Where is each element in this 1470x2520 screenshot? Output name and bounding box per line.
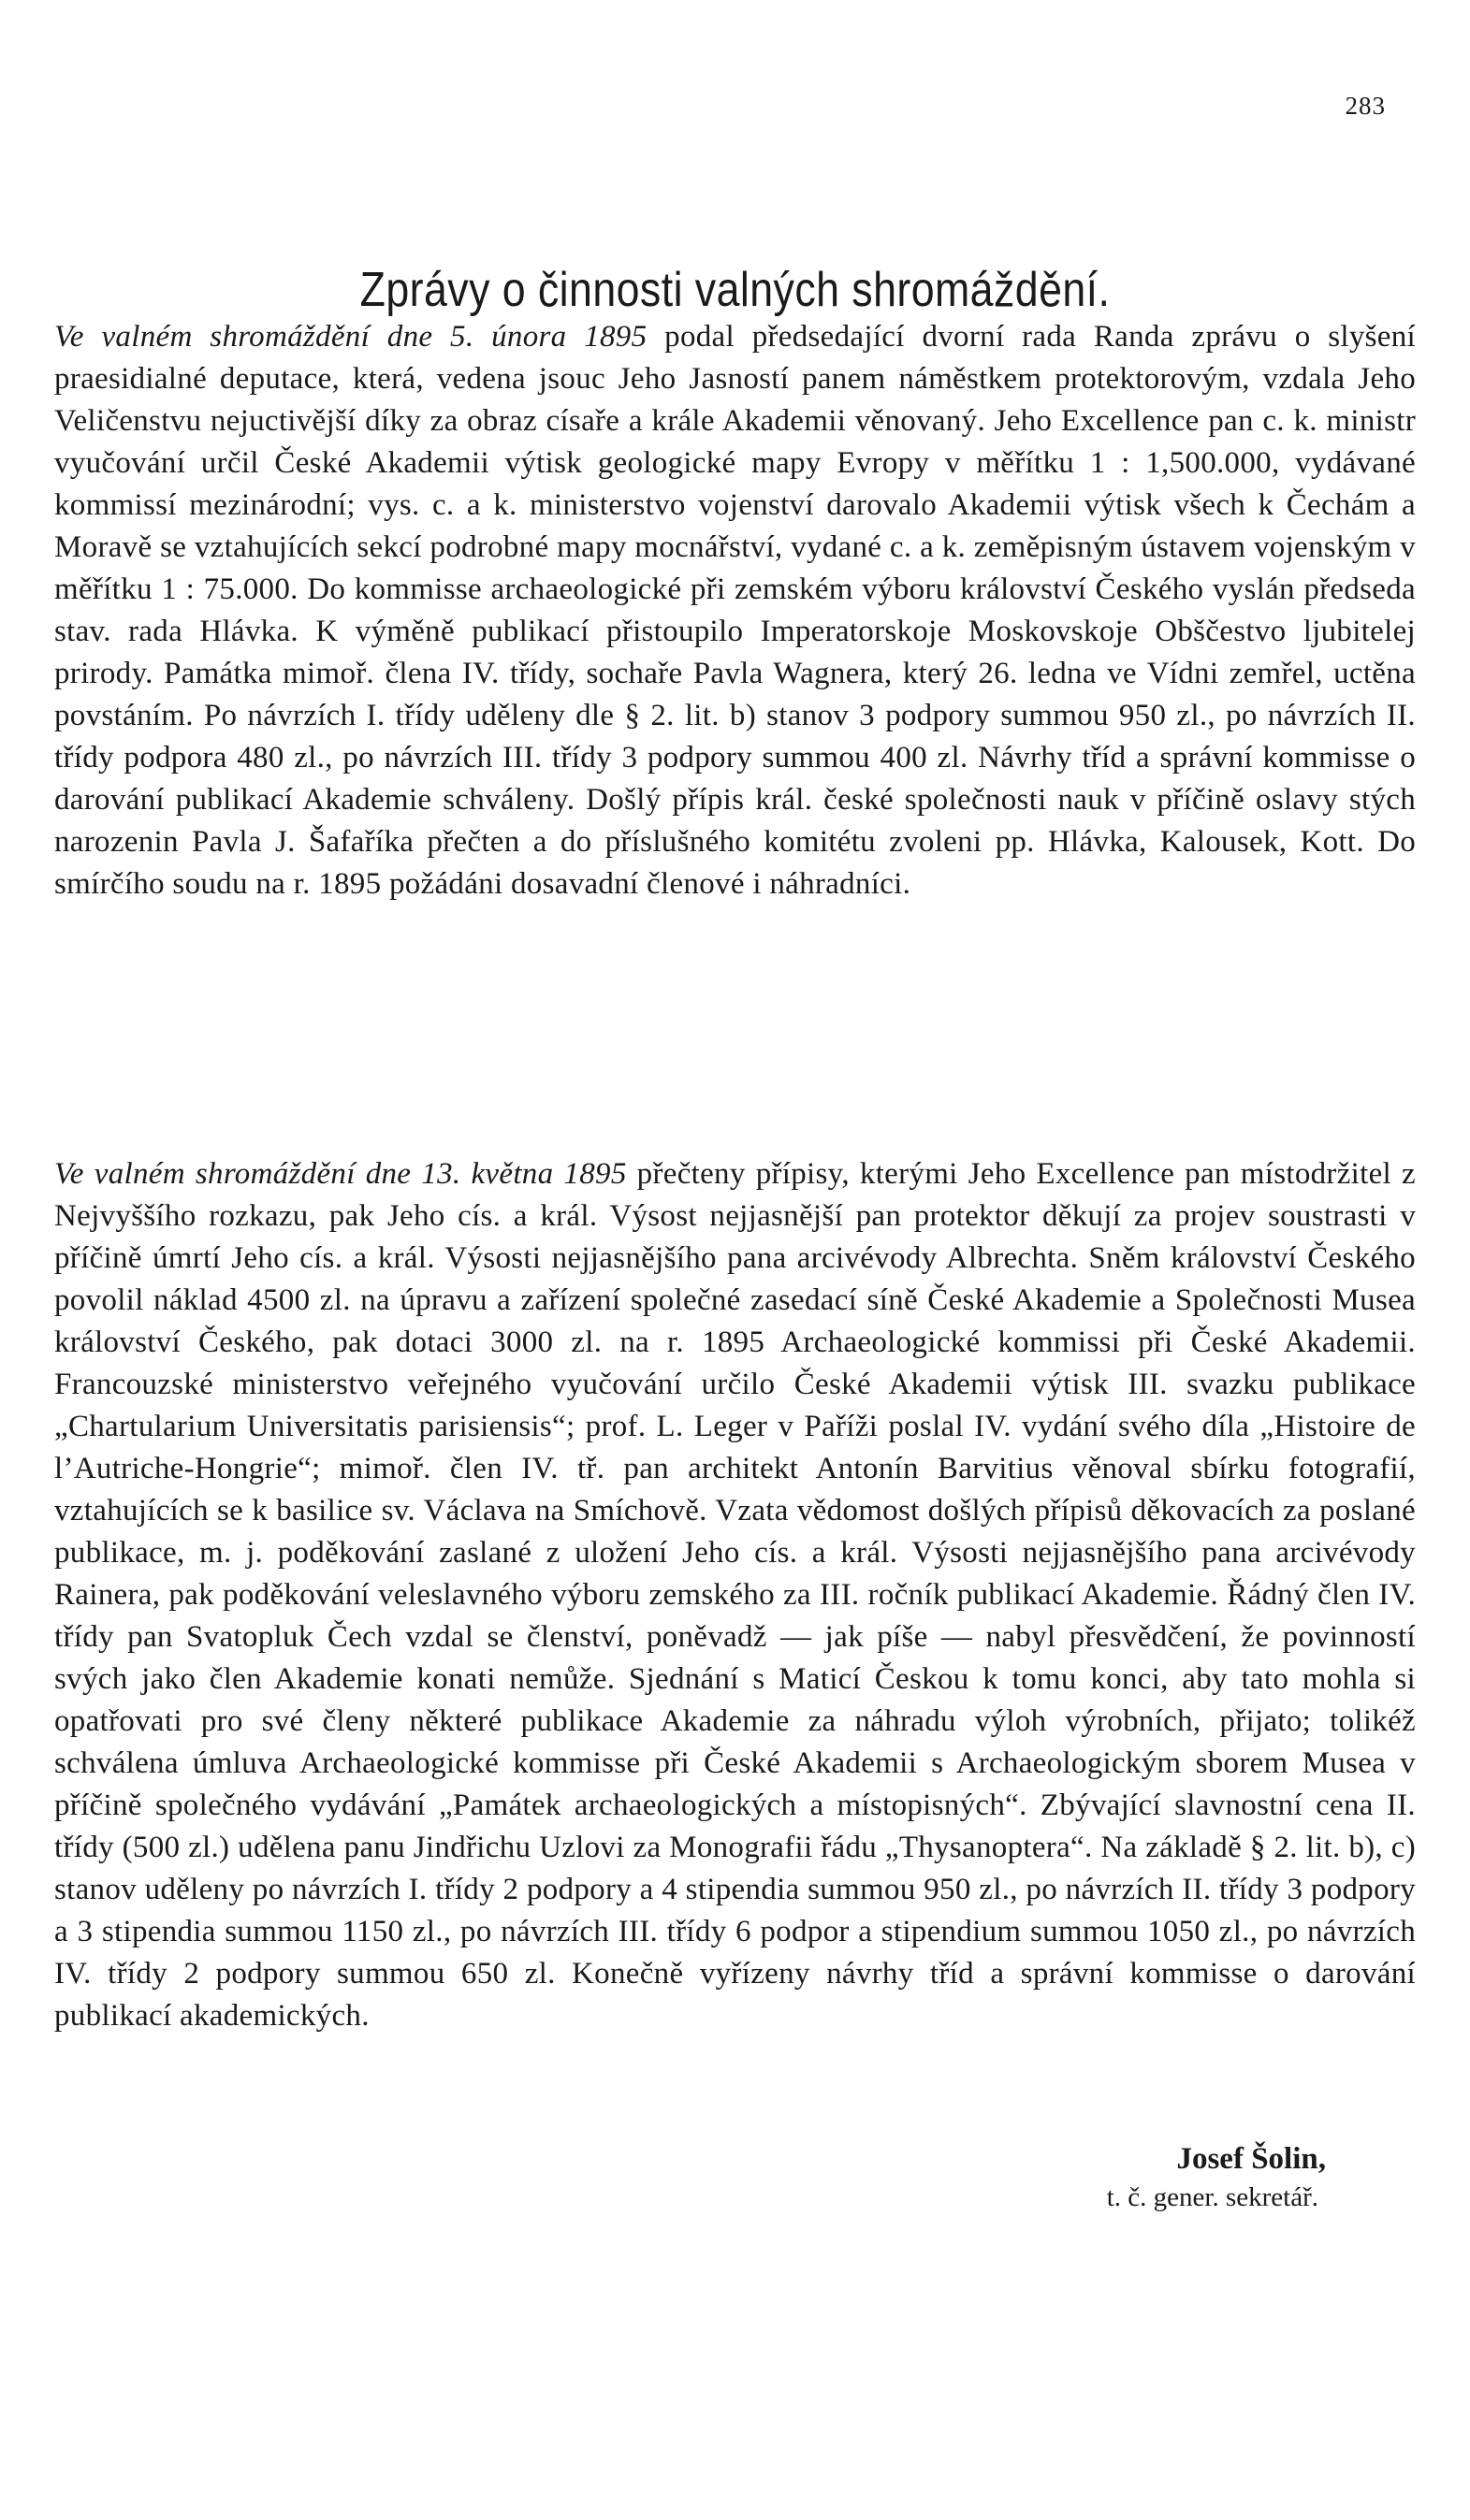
paragraph-lead: Ve valném shromáždění dne 13. května 1895 [54, 1157, 627, 1191]
paragraph-body: přečteny přípisy, kterými Jeho Excellence pan místodržitel z Nejvyššího rozkazu, pak Jeho cís. a král. Výsost nejjasnější pan protektor děkují za projev soustrasti v příčině úmrtí Jeho cís. a král. Výsosti nejjasnějšího pana arcivévody Albrechta. Sněm království Českého povolil náklad 4500 zl. na úpravu a zařízení společné zasedací síně České Akademie a Společnosti Musea království Českého, pak dotaci 3000 zl. na r. 1895 Archaeologické kommissi při České Akademii. Francouzské ministerstvo veřejného vyučování určilo České Akademii výtisk III. svazku publikace „Chartularium Universitatis parisiensis“; prof. L. Leger v Paříži poslal IV. vydání svého díla „Histoire de l’Autriche-Hongrie“; mimoř. člen IV. tř. pan architekt Antonín Barvitius věnoval sbírku fotografií, vztahujících se k basilice sv. Václava na Smíchově. Vzata vědomost došlých přípisů děkovacích za poslané publikace, m. j. poděkování zaslané z uložení Jeho cís. a král. Výsosti nejjasnějšího pana arcivévody Rainera, pak poděkování veleslavného výboru zemského za III. ročník publikací Akademie. Řádný člen IV. třídy pan Svatopluk Čech vzdal se členství, poněvadž — jak píše — nabyl přesvědčení, že povinností svých jako člen Akademie konati nemůže. Sjednání s Maticí Českou k tomu konci, aby tato mohla si opatřovati pro své členy některé publikace Akademie za náhradu výloh výrobních, přijato; tolikéž schválena úmluva Archaeologické kommisse při České Akademii s Archaeologickým sborem Musea v příčině společného vydávání „Památek archaeologických a místopisných“. Zbývající slavnostní cena II. třídy (500 zl.) udělena panu Jindřichu Uzlovi za Monografii řádu „Thysanoptera“. Na základě § 2. lit. b), c) stanov uděleny po návrzích I. třídy 2 podpory a 4 stipendia summou 950 zl., po návrzích II. třídy 3 podpory a 3 stipendia summou 1150 zl., po návrzích III. třídy 6 podpor a stipendium summou 1050 zl., po návrzích IV. třídy 2 podpory summou 650 zl. Konečně vyřízeny návrhy tříd a správní kommisse o darování publikací akademických. [54, 1157, 1416, 2033]
paragraph-body: podal předsedající dvorní rada Randa zprávu o slyšení praesidialné deputace, která, vedena jsouc Jeho Jasností panem náměstkem protektorovým, vzdala Jeho Veličenstvu nejuctivější díky za obraz císaře a krále Akademii věnovaný. Jeho Excellence pan c. k. ministr vyučování určil České Akademii výtisk geologické mapy Evropy v měřítku 1 : 1,500.000, vydávané kommissí mezinárodní; vys. c. a k. ministerstvo vojenství darovalo Akademii výtisk všech k Čechám a Moravě se vztahujících sekcí podrobné mapy mocnářství, vydané c. a k. zeměpisným ústavem vojenským v měřítku 1 : 75.000. Do kommisse archaeologické při zemském výboru království Českého vyslán předseda stav. rada Hlávka. K výměně publikací přistoupilo Imperatorskoje Moskovskoje Obščestvo ljubitelej prirody. Památka mimoř. člena IV. třídy, sochaře Pavla Wagnera, který 26. ledna ve Vídni zemřel, uctěna povstáním. Po návrzích I. třídy uděleny dle § 2. lit. b) stanov 3 podpory summou 950 zl., po návrzích II. třídy podpora 480 zl., po návrzích III. třídy 3 podpory summou 400 zl. Návrhy tříd a správní kommisse o darování publikací Akademie schváleny. Došlý přípis král. české společnosti nauk v příčině oslavy stých narozenin Pavla J. Šafaříka přečten a do příslušného komitétu zvoleni pp. Hlávka, Kalousek, Kott. Do smírčího soudu na r. 1895 požádáni dosavadní členové i náhradníci. [54, 320, 1416, 901]
paragraph-meeting-february [54, 316, 1416, 905]
signature-role: t. č. gener. sekretář. [1106, 2182, 1318, 2212]
signature-name: Josef Šolin, [1176, 2142, 1326, 2176]
page-title: Zprávy o činnosti valných shromáždění. [359, 262, 1111, 317]
signature-block [952, 2139, 1326, 2216]
paragraph-lead: Ve valném shromáždění dne 5. února 1895 [54, 320, 648, 354]
page-number: 283 [1345, 92, 1386, 120]
paragraph-meeting-may [54, 1153, 1416, 2037]
